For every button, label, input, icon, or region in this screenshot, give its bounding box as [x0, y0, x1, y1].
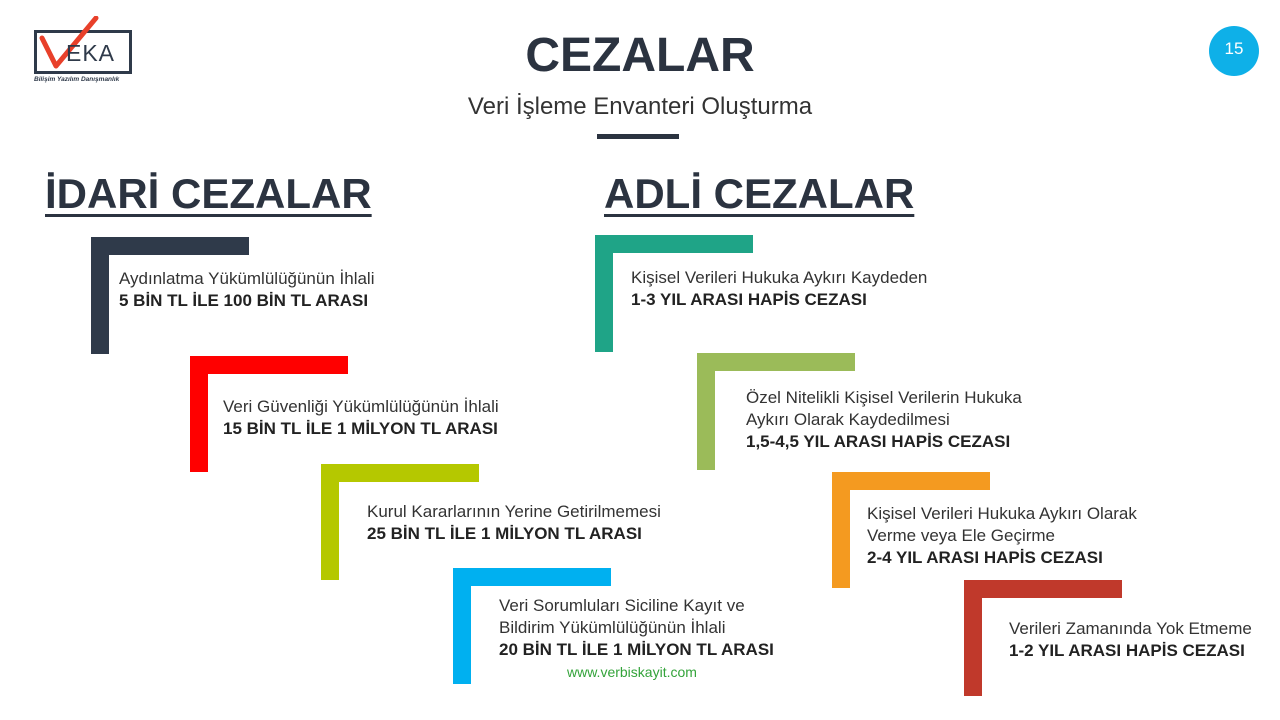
- left-item-2-penalty: 15 BİN TL İLE 1 MİLYON TL ARASI: [223, 419, 498, 438]
- right-item-3-text-line1: Kişisel Verileri Hukuka Aykırı Olarak: [867, 504, 1137, 523]
- left-item-1-text: Aydınlatma Yükümlülüğünün İhlali: [119, 269, 375, 288]
- left-item-3-text: Kurul Kararlarının Yerine Getirilmemesi: [367, 502, 661, 521]
- left-item-1-penalty: 5 BİN TL İLE 100 BİN TL ARASI: [119, 291, 369, 310]
- left-item-4: [499, 595, 774, 661]
- left-item-4-text-line2: Bildirim Yükümlülüğünün İhlali: [499, 618, 726, 637]
- right-item-4-penalty: 1-2 YIL ARASI HAPİS CEZASI: [1009, 641, 1245, 660]
- right-item-1-text: Kişisel Verileri Hukuka Aykırı Kaydeden: [631, 268, 928, 287]
- right-item-2: [746, 387, 1022, 453]
- logo-subtitle: Bilişim Yazılım Danışmanlık: [34, 76, 120, 83]
- page-subtitle: Veri İşleme Envanteri Oluşturma: [467, 93, 813, 120]
- left-item-2-text: Veri Güvenliği Yükümlülüğünün İhlali: [223, 397, 499, 416]
- right-item-2-penalty: 1,5-4,5 YIL ARASI HAPİS CEZASI: [746, 432, 1011, 451]
- adli-cezalar-heading: ADLİ CEZALAR: [604, 170, 915, 217]
- right-item-2-text-line2: Aykırı Olarak Kaydedilmesi: [746, 410, 950, 429]
- right-item-3: [867, 503, 1137, 569]
- right-item-3-penalty: 2-4 YIL ARASI HAPİS CEZASI: [867, 548, 1103, 567]
- page-title: CEZALAR: [525, 29, 755, 82]
- left-item-2: [223, 396, 499, 440]
- right-item-3-text-line2: Verme veya Ele Geçirme: [867, 526, 1056, 545]
- page-number-badge: 15: [1209, 26, 1259, 76]
- left-item-4-text-line1: Veri Sorumluları Siciline Kayıt ve: [499, 596, 745, 615]
- right-item-4-text: Verileri Zamanında Yok Etmeme: [1009, 619, 1252, 638]
- right-item-1-penalty: 1-3 YIL ARASI HAPİS CEZASI: [631, 290, 867, 309]
- left-item-4-penalty: 20 BİN TL İLE 1 MİLYON TL ARASI: [499, 640, 774, 659]
- right-item-4: [1009, 618, 1252, 662]
- footer-url[interactable]: www.verbiskayit.com: [567, 664, 697, 680]
- logo-text: EKA: [66, 40, 116, 66]
- title-divider: [597, 134, 679, 139]
- left-item-3: [367, 501, 661, 545]
- idari-cezalar-heading: İDARİ CEZALAR: [45, 170, 372, 217]
- left-item-3-penalty: 25 BİN TL İLE 1 MİLYON TL ARASI: [367, 524, 642, 543]
- left-item-1: [119, 268, 374, 312]
- right-item-1: [631, 267, 927, 311]
- right-item-2-text-line1: Özel Nitelikli Kişisel Verilerin Hukuka: [746, 388, 1022, 407]
